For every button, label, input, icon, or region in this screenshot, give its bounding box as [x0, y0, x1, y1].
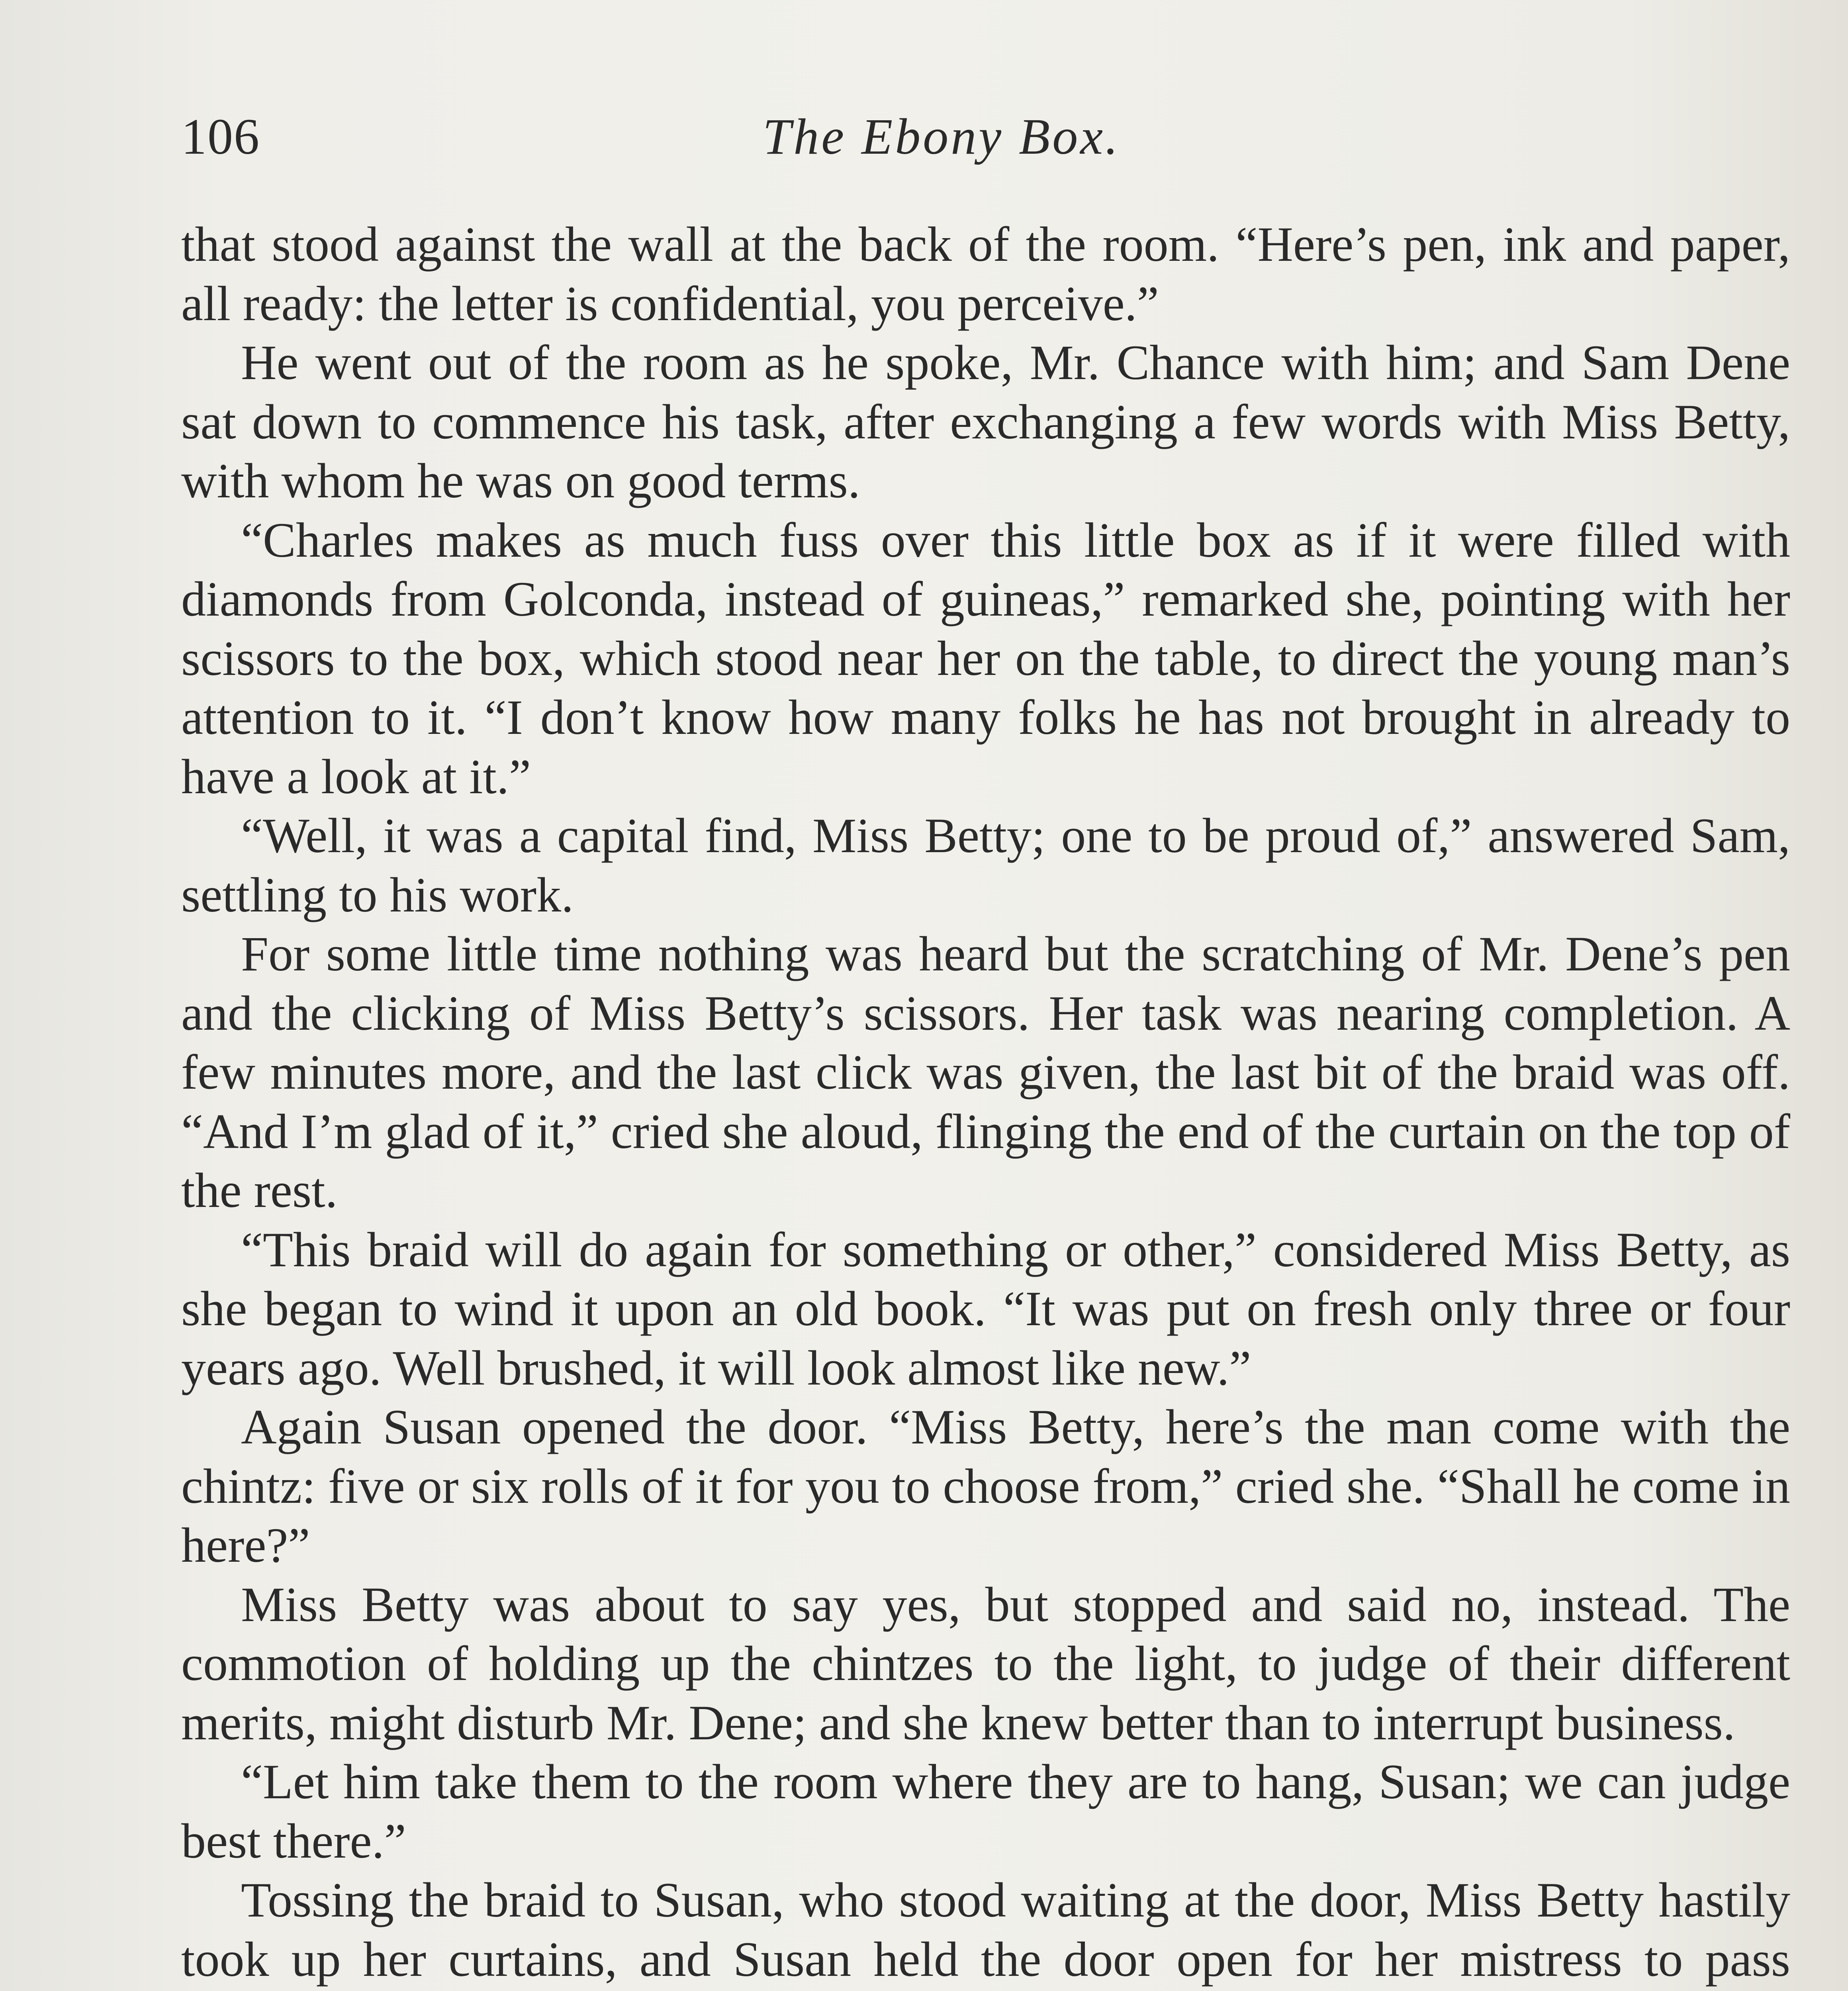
paragraph: “Charles makes as much fuss over this little box as if it were filled with diamonds from Golconda, instead of guineas,” remarked she, pointing with her scissors to the box, which stood near her on the table, to direct the young man’s attention to it. “I don’t know how many folks he has not brought in already to have a look at it.” [181, 512, 1790, 804]
paragraph: Tossing the braid to Susan, who stood waiting at the door, Miss Betty hastily took up her curtains, and Susan held the door open for her mistress to pass [181, 1873, 1790, 1987]
running-title: The Ebony Box. [763, 108, 1120, 165]
page-number: 106 [181, 108, 260, 165]
paragraph: He went out of the room as he spoke, Mr. Chance with him; and Sam Dene sat down to commence his task, after exchanging a few words with Miss Betty, with whom he was on good terms. [181, 335, 1790, 508]
paragraph: that stood against the wall at the back of the room. “Here’s pen, ink and paper, all ready: the letter is confidential, you perceive.” [181, 217, 1790, 331]
paragraph: For some little time nothing was heard but the scratching of Mr. Dene’s pen and the clicking of Miss Betty’s scissors. Her task was nearing completion. A few minutes more, and the last click was given, the last bit of the braid was off. “And I’m glad of it,” cried she aloud, flinging the end of the curtain on the top of the rest. [181, 927, 1790, 1218]
paragraph: “This braid will do again for something or other,” considered Miss Betty, as she began to wind it upon an old book. “It was put on fresh only three or four years ago. Well brushed, it will look almost like new.” [181, 1222, 1790, 1395]
paragraph: Miss Betty was about to say yes, but stopped and said no, instead. The commotion of holding up the chintzes to the light, to judge of their different merits, might disturb Mr. Dene; and she knew better than to interrupt business. [181, 1577, 1790, 1750]
running-header [181, 103, 1790, 170]
paragraph: “Let him take them to the room where they are to hang, Susan; we can judge best there.” [181, 1754, 1790, 1868]
paragraph: Again Susan opened the door. “Miss Betty, here’s the man come with the chintz: five or six rolls of it for you to choose from,” cried she. “Shall he come in here?” [181, 1400, 1790, 1572]
body-text [181, 215, 1790, 1991]
paragraph: “Well, it was a capital find, Miss Betty; one to be proud of,” answered Sam, settling to his work. [181, 808, 1790, 922]
